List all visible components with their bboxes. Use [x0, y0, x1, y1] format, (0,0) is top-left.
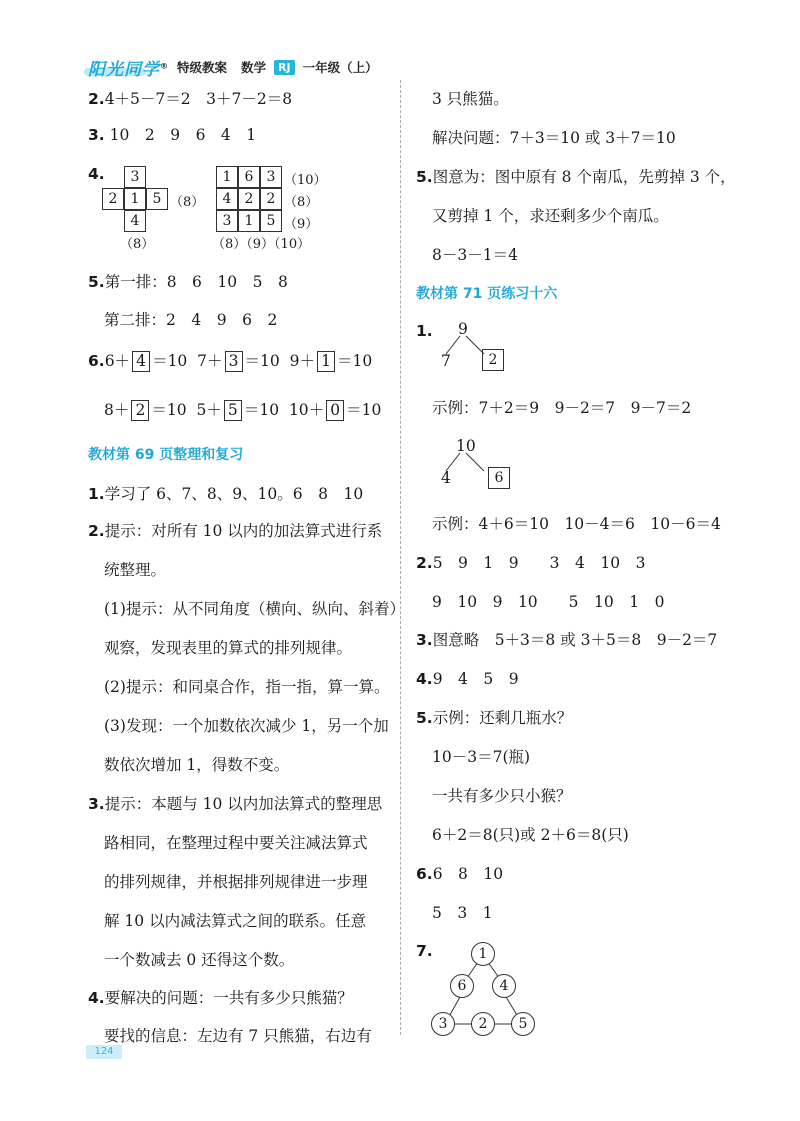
- answer-2: 2.4＋5－7＝2 3＋7－2＝8: [88, 90, 293, 108]
- p71-answer-2-line1: 2.5 9 1 9 3 4 10 3: [416, 554, 646, 572]
- p71-answer-5-line: 5.示例：还剩几瓶水？: [416, 709, 573, 727]
- p71-answer-4: 4.9 4 5 9: [416, 670, 519, 688]
- triangle-mid-left-node: 6: [450, 974, 474, 998]
- p71-answer-2-line2: 9 10 9 10 5 10 1 0: [432, 593, 665, 611]
- page-number: 124: [86, 1045, 122, 1059]
- p69-answer-3-line: 的排列规律，并根据排列规律进一步理: [104, 873, 368, 891]
- cross-cell-right: 5: [146, 188, 168, 210]
- p69-answer-3-line: 一个数减去 0 还得这个数。: [104, 951, 295, 969]
- p69-answer-2-line: 数依次增加 1，得数不变。: [104, 756, 290, 774]
- p71-answer-6-line1: 6.6 8 10: [416, 865, 504, 883]
- p69-answer-4-line: 要找的信息：左边有 7 只熊猫，右边有: [104, 1027, 372, 1045]
- p69-answer-2-line: (3)发现：一个加数依次减少 1，另一个加: [104, 717, 389, 735]
- grid-cell: 1: [216, 166, 238, 188]
- grid-cell: 2: [260, 188, 282, 210]
- cross-cell-bottom: 4: [124, 210, 146, 232]
- answer-3: 3. 10 2 9 6 4 1: [88, 126, 257, 144]
- bond-right-box: 6: [488, 467, 510, 489]
- bond-top: 10: [456, 437, 476, 455]
- subject: 数学: [241, 60, 267, 75]
- p71-answer-6-line2: 5 3 1: [432, 904, 493, 922]
- grid-cell: 2: [238, 188, 260, 210]
- triangle-bottom-mid-node: 2: [471, 1012, 495, 1036]
- p71-answer-5-line: 6＋2＝8(只)或 2＋6＝8(只): [432, 826, 629, 844]
- p69-answer-3-line: 解 10 以内减法算式之间的联系。任意: [104, 912, 367, 930]
- p71-example-1: 示例：7＋2＝9 9－2＝7 9－7＝2: [432, 399, 692, 417]
- p71-answer-5-line: 10－3＝7(瓶): [432, 748, 531, 766]
- p69-answer-2-line: 观察，发现表里的算式的排列规律。: [104, 639, 353, 657]
- answer-5-line: 8－3－1＝4: [432, 246, 518, 264]
- grid-row-sum: （8）: [284, 195, 319, 210]
- answer-5-row2: 第二排：2 4 9 6 2: [104, 311, 278, 329]
- answer-4-number: 4.: [88, 165, 105, 183]
- continued-line: 3 只熊猫。: [432, 90, 509, 108]
- p69-answer-4-line: 4.要解决的问题：一共有多少只熊猫？: [88, 989, 353, 1007]
- grid-cell: 3: [260, 166, 282, 188]
- grid-cell: 4: [216, 188, 238, 210]
- page-header: [88, 56, 378, 78]
- answer-5-row1: 5.第一排：8 6 10 5 8: [88, 273, 288, 291]
- triangle-mid-right-node: 4: [492, 974, 516, 998]
- triangle-top-node: 1: [471, 942, 495, 966]
- brand-logo: 阳光同学®: [88, 59, 169, 80]
- column-divider: [400, 80, 401, 1035]
- triangle-bottom-left-node: 3: [431, 1012, 455, 1036]
- p69-answer-3-line: 路相同，在整理过程中要关注减法算式: [104, 834, 368, 852]
- bond-right-box: 2: [482, 349, 504, 371]
- p71-answer-7-number: 7.: [416, 942, 433, 960]
- answer-5-line: 5.图意为：图中原有 8 个南瓜，先剪掉 3 个，: [416, 168, 736, 186]
- p71-example-2: 示例：4＋6＝10 10－4＝6 10－6＝4: [432, 515, 721, 533]
- p69-answer-2-line: (2)提示：和同桌合作，指一指，算一算。: [104, 678, 390, 696]
- cross-cell-top: 3: [124, 166, 146, 188]
- grid-row-sum: （10）: [284, 173, 327, 188]
- cross-cell-center: 1: [124, 188, 146, 210]
- p71-answer-5-line: 一共有多少只小猴？: [432, 787, 572, 805]
- cross-cell-left: 2: [102, 188, 124, 210]
- p69-answer-1: 1.学习了 6、7、8、9、10。6 8 10: [88, 485, 364, 503]
- edition-badge: RJ: [274, 60, 295, 75]
- bond-left: 4: [441, 469, 451, 487]
- continued-solution: 解决问题：7＋3＝10 或 3＋7＝10: [432, 129, 676, 147]
- answer-6-line1: 6.6＋ 4 ＝10 7＋ 3 ＝10 9＋ 1 ＝10: [88, 352, 373, 370]
- triangle-bottom-right-node: 5: [511, 1012, 535, 1036]
- cross-row-sum: （8）: [170, 195, 205, 210]
- p69-answer-2-line: 统整理。: [104, 561, 167, 579]
- answer-6-line2: 8＋ 2 ＝10 5＋ 5 ＝10 10＋ 0 ＝10: [104, 401, 382, 419]
- grid-col-sums: （8）（9）（10）: [212, 237, 311, 252]
- book-title: 特级教案: [177, 60, 228, 75]
- section-heading-p71: 教材第 71 页练习十六: [416, 286, 558, 302]
- grid-cell: 3: [216, 210, 238, 232]
- grid-cell: 5: [260, 210, 282, 232]
- grade: 一年级（上）: [302, 60, 378, 75]
- section-heading-p69: 教材第 69 页整理和复习: [88, 447, 244, 463]
- p69-answer-2-line: 2.提示：对所有 10 以内的加法算式进行系: [88, 522, 383, 540]
- p69-answer-2-line: (1)提示：从不同角度（横向、纵向、斜着）: [104, 600, 405, 618]
- p71-answer-1-number: 1.: [416, 322, 433, 340]
- p69-answer-3-line: 3.提示：本题与 10 以内加法算式的整理思: [88, 795, 383, 813]
- grid-cell: 6: [238, 166, 260, 188]
- grid-row-sum: （9）: [284, 217, 319, 232]
- answer-5-line: 又剪掉 1 个，求还剩多少个南瓜。: [432, 207, 669, 225]
- bond-left: 7: [441, 352, 451, 370]
- p71-answer-3: 3.图意略 5＋3＝8 或 3＋5＝8 9－2＝7: [416, 631, 718, 649]
- grid-cell: 1: [238, 210, 260, 232]
- bond-top: 9: [458, 320, 468, 338]
- cross-col-sum: （8）: [120, 237, 155, 252]
